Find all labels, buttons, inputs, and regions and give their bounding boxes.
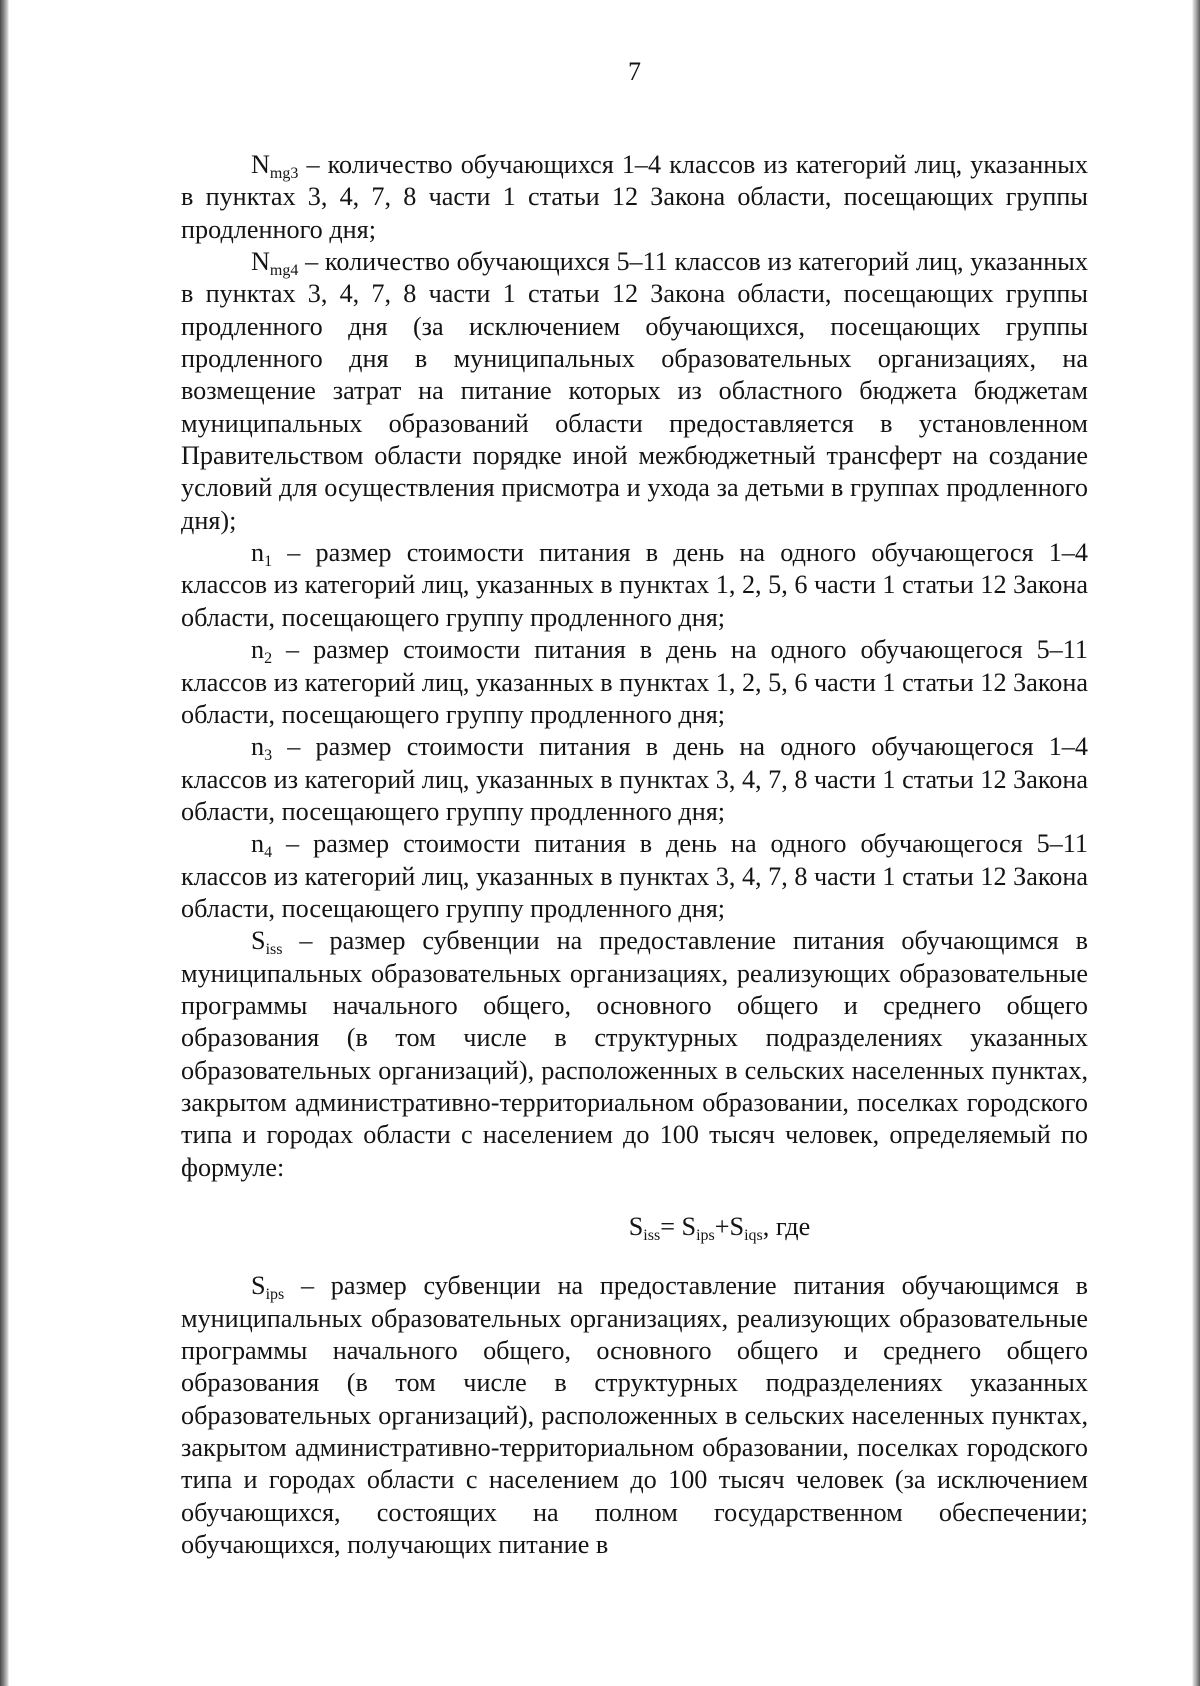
definition-text: – размер стоимости питания в день на одного обучающегося 1–4 классов из категорий лиц, указанных в пунктах 3, 4, 7, 8 части 1 статьи 12 Закона области, посещающего группу продленного дня; <box>181 732 1088 826</box>
formula-term: = S <box>660 1212 697 1241</box>
symbol-subscript: 3 <box>264 747 273 765</box>
definition-n3 <box>181 731 1088 828</box>
symbol-subscript: iss <box>265 941 283 959</box>
symbol-subscript: 2 <box>264 650 273 668</box>
definition-text: – размер субвенции на предоставление питания обучающимся в муниципальных образовательных организациях, реализующих образовательные программы начального общего, основного общего и среднего общего образования (в том числе в структурных подразделениях указанных образовательных организаций), расположенных в сельских населенных пунктах, закрытом административно-территориальном образовании, поселках городского типа и городах области с населением до 100 тысяч человек (за исключением обучающихся, состоящих на полном государственном обеспечении; обучающихся, получающих питание в <box>181 1271 1088 1560</box>
page-number: 7 <box>628 57 641 86</box>
symbol: n <box>251 732 265 762</box>
symbol-subscript: 4 <box>264 844 273 862</box>
definition-text: – количество обучающихся 1–4 классов из категорий лиц, указанных в пунктах 3, 4, 7, 8 части 1 статьи 12 Закона области, посещающих группы продленного дня; <box>181 150 1088 244</box>
formula-term: +S <box>714 1212 745 1241</box>
formula-subscript: iss <box>643 1227 661 1244</box>
definition-nmg4 <box>181 246 1088 537</box>
definition-n1 <box>181 537 1088 634</box>
scan-edge-left <box>0 0 9 1686</box>
symbol: S <box>251 1271 266 1301</box>
definition-sips <box>181 1270 1088 1561</box>
symbol: n <box>251 635 265 665</box>
definition-n4 <box>181 828 1088 925</box>
symbol: S <box>251 926 266 956</box>
definition-text: – размер субвенции на предоставление питания обучающимся в муниципальных образовательных организациях, реализующих образовательные программы начального общего, основного общего и среднего общего образования (в том числе в структурных подразделениях указанных образовательных организаций), расположенных в сельских населенных пунктах, закрытом административно-территориальном образовании, поселках городского типа и городах области с населением до 100 тысяч человек, определяемый по формуле: <box>181 926 1088 1182</box>
formula <box>181 1211 1088 1243</box>
formula-subscript: ips <box>696 1227 715 1244</box>
formula-tail: , где <box>762 1212 811 1241</box>
document-page <box>181 0 1088 1686</box>
scan-edge-right <box>1192 0 1200 1686</box>
formula-subscript: iqs <box>744 1227 763 1244</box>
symbol-subscript: ips <box>265 1286 285 1304</box>
definition-siss <box>181 925 1088 1184</box>
symbol-subscript: 1 <box>264 553 273 571</box>
symbol: n <box>251 829 265 859</box>
formula-term: S <box>628 1212 644 1241</box>
definition-text: – размер стоимости питания в день на одного обучающегося 5–11 классов из категорий лиц, указанных в пунктах 1, 2, 5, 6 части 1 статьи 12 Закона области, посещающего группу продленного дня; <box>181 635 1088 729</box>
document-body <box>181 149 1088 1561</box>
symbol-subscript: mg4 <box>269 262 299 280</box>
symbol-subscript: mg3 <box>269 165 299 182</box>
definition-n2 <box>181 634 1088 731</box>
symbol: n <box>251 538 265 568</box>
symbol: N <box>251 150 270 179</box>
definition-text: – размер стоимости питания в день на одного обучающегося 5–11 классов из категорий лиц, указанных в пунктах 3, 4, 7, 8 части 1 статьи 12 Закона области, посещающего группу продленного дня; <box>181 829 1088 923</box>
symbol: N <box>251 247 270 277</box>
definition-nmg3 <box>181 149 1088 246</box>
definition-text: – размер стоимости питания в день на одного обучающегося 1–4 классов из категорий лиц, указанных в пунктах 1, 2, 5, 6 части 1 статьи 12 Закона области, посещающего группу продленного дня; <box>181 538 1088 632</box>
definition-text: – количество обучающихся 5–11 классов из категорий лиц, указанных в пунктах 3, 4, 7, 8 части 1 статьи 12 Закона области, посещающих группы продленного дня (за исключением обучающихся, посещающих группы продленного дня в муниципальных образовательных организациях, на возмещение затрат на питание которых из областного бюджета бюджетам муниципальных образований области предоставляется в установленном Правительством области порядке иной межбюджетный трансферт на создание условий для осуществления присмотра и ухода за детьми в группах продленного дня); <box>181 247 1088 535</box>
